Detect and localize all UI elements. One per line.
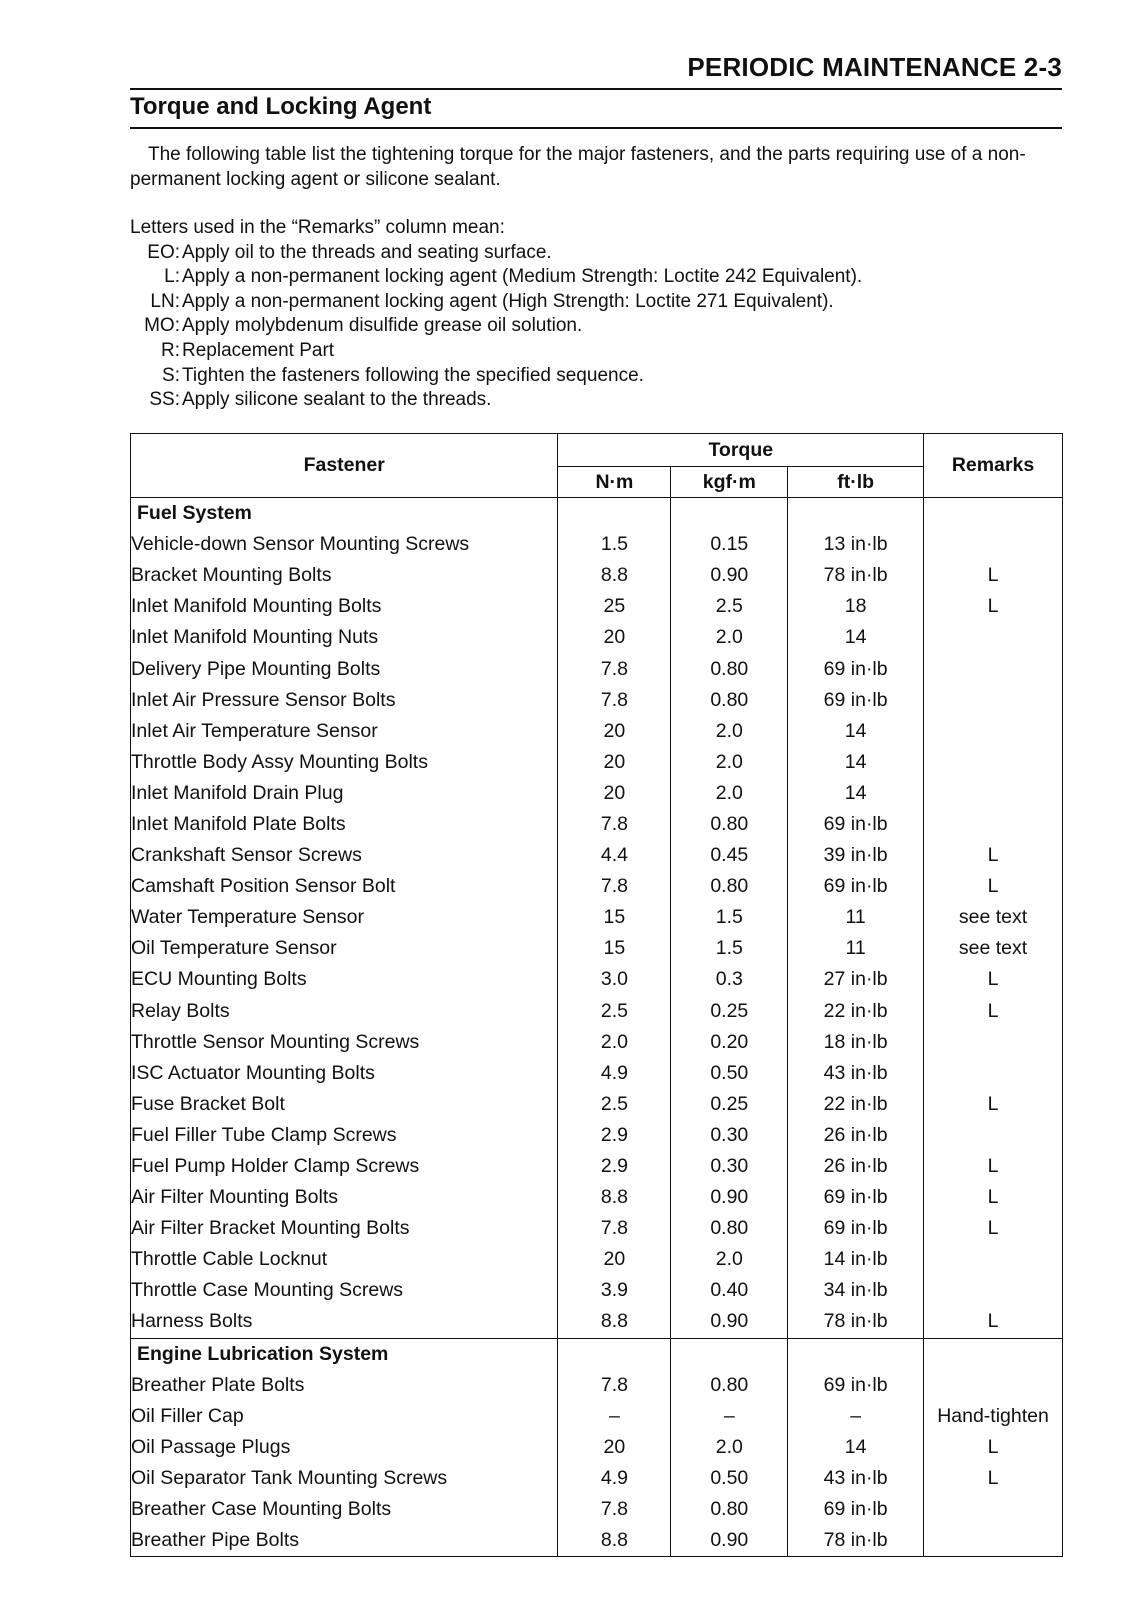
- nm-cell: 7.8: [558, 1494, 671, 1525]
- nm-cell: 15: [558, 933, 671, 964]
- ftlb-cell: 34 in·lb: [788, 1275, 924, 1306]
- kgfm-cell: 2.0: [671, 716, 788, 747]
- ftlb-cell: 78 in·lb: [788, 1525, 924, 1557]
- table-row: [131, 996, 1063, 1027]
- ftlb-cell: –: [788, 1401, 924, 1432]
- table-row: [131, 1151, 1063, 1182]
- section-title: Torque and Locking Agent: [130, 93, 432, 120]
- table-row: [131, 1120, 1063, 1151]
- table-row: [131, 1306, 1063, 1338]
- table-row: [131, 653, 1063, 684]
- kgfm-cell: 0.80: [671, 1370, 788, 1401]
- legend-item: [130, 265, 862, 290]
- ftlb-cell: 69 in·lb: [788, 685, 924, 716]
- ftlb-cell: 69 in·lb: [788, 1494, 924, 1525]
- kgfm-cell: 0.45: [671, 840, 788, 871]
- nm-cell: 20: [558, 622, 671, 653]
- ftlb-cell: 26 in·lb: [788, 1120, 924, 1151]
- legend-text: Apply silicone sealant to the threads.: [182, 389, 492, 411]
- kgfm-cell: 0.15: [671, 529, 788, 560]
- header-torque: Torque: [558, 434, 924, 467]
- remarks-cell: L: [924, 1182, 1063, 1213]
- kgfm-cell: 2.5: [671, 591, 788, 622]
- kgfm-cell: 2.0: [671, 1244, 788, 1275]
- nm-cell: 15: [558, 902, 671, 933]
- kgfm-cell: 0.80: [671, 809, 788, 840]
- ftlb-cell: 14: [788, 778, 924, 809]
- ftlb-cell: 22 in·lb: [788, 1089, 924, 1120]
- kgfm-cell: 0.3: [671, 964, 788, 995]
- fastener-cell: Air Filter Bracket Mounting Bolts: [131, 1213, 558, 1244]
- group-empty-cell: [788, 498, 924, 530]
- legend-text: Apply a non-permanent locking agent (Medium Strength: Loctite 242 Equivalent).: [182, 266, 863, 288]
- kgfm-cell: 0.90: [671, 1306, 788, 1338]
- nm-cell: 2.5: [558, 1089, 671, 1120]
- fastener-cell: Throttle Body Assy Mounting Bolts: [131, 747, 558, 778]
- ftlb-cell: 69 in·lb: [788, 1182, 924, 1213]
- group-empty-cell: [558, 1338, 671, 1370]
- legend-text: Apply oil to the threads and seating surface.: [182, 241, 552, 263]
- header-ftlb: ft·lb: [788, 467, 924, 498]
- remarks-cell: [924, 778, 1063, 809]
- remarks-cell: [924, 529, 1063, 560]
- nm-cell: 2.5: [558, 996, 671, 1027]
- fastener-cell: Inlet Manifold Drain Plug: [131, 778, 558, 809]
- fastener-cell: Camshaft Position Sensor Bolt: [131, 871, 558, 902]
- table-row: [131, 1058, 1063, 1089]
- fastener-cell: Bracket Mounting Bolts: [131, 560, 558, 591]
- remarks-cell: [924, 1027, 1063, 1058]
- fastener-cell: Oil Temperature Sensor: [131, 933, 558, 964]
- fastener-cell: Inlet Air Temperature Sensor: [131, 716, 558, 747]
- table-row: [131, 778, 1063, 809]
- legend-item: [130, 241, 862, 266]
- legend-code: EO:: [147, 241, 180, 263]
- kgfm-cell: 2.0: [671, 778, 788, 809]
- kgfm-cell: 0.80: [671, 653, 788, 684]
- fastener-cell: Delivery Pipe Mounting Bolts: [131, 653, 558, 684]
- legend-item: [130, 364, 862, 389]
- kgfm-cell: 2.0: [671, 747, 788, 778]
- table-row: [131, 1182, 1063, 1213]
- remarks-cell: see text: [924, 933, 1063, 964]
- ftlb-cell: 14: [788, 716, 924, 747]
- kgfm-cell: 0.80: [671, 685, 788, 716]
- table-row: [131, 964, 1063, 995]
- remarks-cell: L: [924, 1432, 1063, 1463]
- remarks-cell: [924, 1058, 1063, 1089]
- nm-cell: 2.0: [558, 1027, 671, 1058]
- table-row: [131, 871, 1063, 902]
- fastener-cell: Oil Separator Tank Mounting Screws: [131, 1463, 558, 1494]
- ftlb-cell: 18 in·lb: [788, 1027, 924, 1058]
- nm-cell: –: [558, 1401, 671, 1432]
- ftlb-cell: 14: [788, 747, 924, 778]
- fastener-cell: Oil Passage Plugs: [131, 1432, 558, 1463]
- group-title: Engine Lubrication System: [131, 1338, 558, 1370]
- remarks-cell: [924, 1120, 1063, 1151]
- table-row: [131, 560, 1063, 591]
- remarks-cell: [924, 1525, 1063, 1557]
- group-empty-cell: [558, 498, 671, 530]
- fastener-cell: Air Filter Mounting Bolts: [131, 1182, 558, 1213]
- legend-item: [130, 314, 862, 339]
- fastener-cell: ISC Actuator Mounting Bolts: [131, 1058, 558, 1089]
- kgfm-cell: 0.30: [671, 1120, 788, 1151]
- table-row: [131, 1401, 1063, 1432]
- table-row: [131, 840, 1063, 871]
- ftlb-cell: 27 in·lb: [788, 964, 924, 995]
- remarks-cell: see text: [924, 902, 1063, 933]
- group-row: [131, 1338, 1063, 1370]
- fastener-cell: Throttle Cable Locknut: [131, 1244, 558, 1275]
- ftlb-cell: 22 in·lb: [788, 996, 924, 1027]
- nm-cell: 7.8: [558, 1213, 671, 1244]
- kgfm-cell: 0.50: [671, 1463, 788, 1494]
- torque-table: [130, 433, 1063, 1557]
- table-row: [131, 1027, 1063, 1058]
- fastener-cell: Breather Case Mounting Bolts: [131, 1494, 558, 1525]
- remarks-cell: [924, 1244, 1063, 1275]
- section-rule: [130, 127, 1062, 129]
- remarks-cell: [924, 747, 1063, 778]
- page-header-title: PERIODIC MAINTENANCE 2-3: [687, 52, 1062, 82]
- nm-cell: 2.9: [558, 1120, 671, 1151]
- legend-item: [130, 388, 862, 413]
- ftlb-cell: 11: [788, 933, 924, 964]
- kgfm-cell: 0.20: [671, 1027, 788, 1058]
- table-row: [131, 747, 1063, 778]
- nm-cell: 8.8: [558, 1182, 671, 1213]
- table-row: [131, 1525, 1063, 1557]
- table-row: [131, 529, 1063, 560]
- nm-cell: 4.9: [558, 1058, 671, 1089]
- fastener-cell: Harness Bolts: [131, 1306, 558, 1338]
- legend-text: Apply molybdenum disulfide grease oil solution.: [182, 315, 583, 337]
- remarks-cell: [924, 1275, 1063, 1306]
- remarks-cell: [924, 1370, 1063, 1401]
- table-row: [131, 1213, 1063, 1244]
- fastener-cell: Inlet Air Pressure Sensor Bolts: [131, 685, 558, 716]
- ftlb-cell: 78 in·lb: [788, 1306, 924, 1338]
- remarks-cell: L: [924, 1089, 1063, 1120]
- nm-cell: 4.4: [558, 840, 671, 871]
- kgfm-cell: –: [671, 1401, 788, 1432]
- nm-cell: 8.8: [558, 1525, 671, 1557]
- remarks-cell: L: [924, 1151, 1063, 1182]
- legend-item: [130, 290, 862, 315]
- group-empty-cell: [671, 1338, 788, 1370]
- kgfm-cell: 1.5: [671, 902, 788, 933]
- kgfm-cell: 0.40: [671, 1275, 788, 1306]
- remarks-legend: [130, 216, 862, 413]
- fastener-cell: Vehicle-down Sensor Mounting Screws: [131, 529, 558, 560]
- remarks-cell: Hand-tighten: [924, 1401, 1063, 1432]
- remarks-cell: L: [924, 871, 1063, 902]
- header-fastener: Fastener: [131, 434, 558, 498]
- remarks-cell: [924, 716, 1063, 747]
- legend-code: SS:: [149, 389, 180, 411]
- nm-cell: 7.8: [558, 871, 671, 902]
- table-body: [131, 498, 1063, 1557]
- legend-code: S:: [162, 364, 180, 386]
- nm-cell: 7.8: [558, 653, 671, 684]
- remarks-cell: [924, 653, 1063, 684]
- table-row: [131, 1244, 1063, 1275]
- nm-cell: 20: [558, 1244, 671, 1275]
- table-row: [131, 716, 1063, 747]
- kgfm-cell: 0.30: [671, 1151, 788, 1182]
- remarks-cell: L: [924, 1213, 1063, 1244]
- table-row: [131, 591, 1063, 622]
- nm-cell: 7.8: [558, 1370, 671, 1401]
- fastener-cell: ECU Mounting Bolts: [131, 964, 558, 995]
- table-row: [131, 809, 1063, 840]
- fastener-cell: Throttle Case Mounting Screws: [131, 1275, 558, 1306]
- header-kgfm: kgf·m: [671, 467, 788, 498]
- remarks-cell: [924, 809, 1063, 840]
- header-nm: N·m: [558, 467, 671, 498]
- header-remarks: Remarks: [924, 434, 1063, 498]
- table-row: [131, 1463, 1063, 1494]
- fastener-cell: Inlet Manifold Mounting Bolts: [131, 591, 558, 622]
- nm-cell: 20: [558, 716, 671, 747]
- ftlb-cell: 78 in·lb: [788, 560, 924, 591]
- nm-cell: 3.0: [558, 964, 671, 995]
- intro-text: [130, 142, 1062, 192]
- group-empty-cell: [671, 498, 788, 530]
- fastener-cell: Water Temperature Sensor: [131, 902, 558, 933]
- ftlb-cell: 39 in·lb: [788, 840, 924, 871]
- legend-code: R:: [161, 339, 180, 361]
- kgfm-cell: 0.80: [671, 1213, 788, 1244]
- remarks-cell: [924, 622, 1063, 653]
- fastener-cell: Oil Filler Cap: [131, 1401, 558, 1432]
- legend-list: [130, 241, 862, 413]
- legend-code: LN:: [150, 290, 180, 312]
- kgfm-cell: 0.90: [671, 1525, 788, 1557]
- ftlb-cell: 69 in·lb: [788, 809, 924, 840]
- ftlb-cell: 43 in·lb: [788, 1058, 924, 1089]
- legend-title: Letters used in the “Remarks” column mean:: [130, 217, 505, 238]
- table-header: [131, 434, 1063, 498]
- header-rule: [130, 88, 1062, 90]
- nm-cell: 20: [558, 747, 671, 778]
- ftlb-cell: 69 in·lb: [788, 653, 924, 684]
- group-title: Fuel System: [131, 498, 558, 530]
- legend-code: MO:: [144, 315, 180, 337]
- kgfm-cell: 0.90: [671, 1182, 788, 1213]
- ftlb-cell: 69 in·lb: [788, 1213, 924, 1244]
- remarks-cell: [924, 1494, 1063, 1525]
- remarks-cell: L: [924, 1306, 1063, 1338]
- group-empty-cell: [788, 1338, 924, 1370]
- fastener-cell: Breather Pipe Bolts: [131, 1525, 558, 1557]
- remarks-cell: L: [924, 591, 1063, 622]
- kgfm-cell: 2.0: [671, 622, 788, 653]
- nm-cell: 8.8: [558, 560, 671, 591]
- table-row: [131, 933, 1063, 964]
- ftlb-cell: 18: [788, 591, 924, 622]
- ftlb-cell: 11: [788, 902, 924, 933]
- nm-cell: 8.8: [558, 1306, 671, 1338]
- nm-cell: 1.5: [558, 529, 671, 560]
- table-row: [131, 622, 1063, 653]
- remarks-cell: L: [924, 840, 1063, 871]
- legend-item: [130, 339, 862, 364]
- ftlb-cell: 14: [788, 622, 924, 653]
- legend-text: Apply a non-permanent locking agent (High Strength: Loctite 271 Equivalent).: [182, 290, 834, 312]
- table-row: [131, 1432, 1063, 1463]
- nm-cell: 7.8: [558, 685, 671, 716]
- kgfm-cell: 0.25: [671, 996, 788, 1027]
- group-empty-cell: [924, 1338, 1063, 1370]
- legend-code: L:: [164, 266, 180, 288]
- kgfm-cell: 1.5: [671, 933, 788, 964]
- fastener-cell: Fuel Pump Holder Clamp Screws: [131, 1151, 558, 1182]
- group-empty-cell: [924, 498, 1063, 530]
- kgfm-cell: 0.80: [671, 1494, 788, 1525]
- ftlb-cell: 13 in·lb: [788, 529, 924, 560]
- nm-cell: 20: [558, 1432, 671, 1463]
- kgfm-cell: 0.50: [671, 1058, 788, 1089]
- table-row: [131, 902, 1063, 933]
- ftlb-cell: 69 in·lb: [788, 1370, 924, 1401]
- nm-cell: 2.9: [558, 1151, 671, 1182]
- ftlb-cell: 26 in·lb: [788, 1151, 924, 1182]
- fastener-cell: Breather Plate Bolts: [131, 1370, 558, 1401]
- table-row: [131, 685, 1063, 716]
- remarks-cell: L: [924, 964, 1063, 995]
- nm-cell: 20: [558, 778, 671, 809]
- legend-text: Tighten the fasteners following the specified sequence.: [182, 364, 644, 386]
- fastener-cell: Fuse Bracket Bolt: [131, 1089, 558, 1120]
- fastener-cell: Inlet Manifold Mounting Nuts: [131, 622, 558, 653]
- fastener-cell: Fuel Filler Tube Clamp Screws: [131, 1120, 558, 1151]
- remarks-cell: [924, 685, 1063, 716]
- table-row: [131, 1494, 1063, 1525]
- nm-cell: 3.9: [558, 1275, 671, 1306]
- nm-cell: 4.9: [558, 1463, 671, 1494]
- ftlb-cell: 43 in·lb: [788, 1463, 924, 1494]
- ftlb-cell: 69 in·lb: [788, 871, 924, 902]
- kgfm-cell: 0.80: [671, 871, 788, 902]
- kgfm-cell: 0.25: [671, 1089, 788, 1120]
- nm-cell: 25: [558, 591, 671, 622]
- table-row: [131, 1089, 1063, 1120]
- ftlb-cell: 14 in·lb: [788, 1244, 924, 1275]
- ftlb-cell: 14: [788, 1432, 924, 1463]
- table-row: [131, 1275, 1063, 1306]
- kgfm-cell: 2.0: [671, 1432, 788, 1463]
- table-row: [131, 1370, 1063, 1401]
- fastener-cell: Relay Bolts: [131, 996, 558, 1027]
- nm-cell: 7.8: [558, 809, 671, 840]
- remarks-cell: L: [924, 560, 1063, 591]
- fastener-cell: Inlet Manifold Plate Bolts: [131, 809, 558, 840]
- fastener-cell: Crankshaft Sensor Screws: [131, 840, 558, 871]
- fastener-cell: Throttle Sensor Mounting Screws: [131, 1027, 558, 1058]
- intro-paragraph: The following table list the tightening torque for the major fasteners, and the parts requiring use of a non-permanent locking agent or silicone sealant.: [130, 144, 1026, 190]
- remarks-cell: L: [924, 996, 1063, 1027]
- group-row: [131, 498, 1063, 530]
- legend-text: Replacement Part: [182, 339, 335, 361]
- remarks-cell: L: [924, 1463, 1063, 1494]
- kgfm-cell: 0.90: [671, 560, 788, 591]
